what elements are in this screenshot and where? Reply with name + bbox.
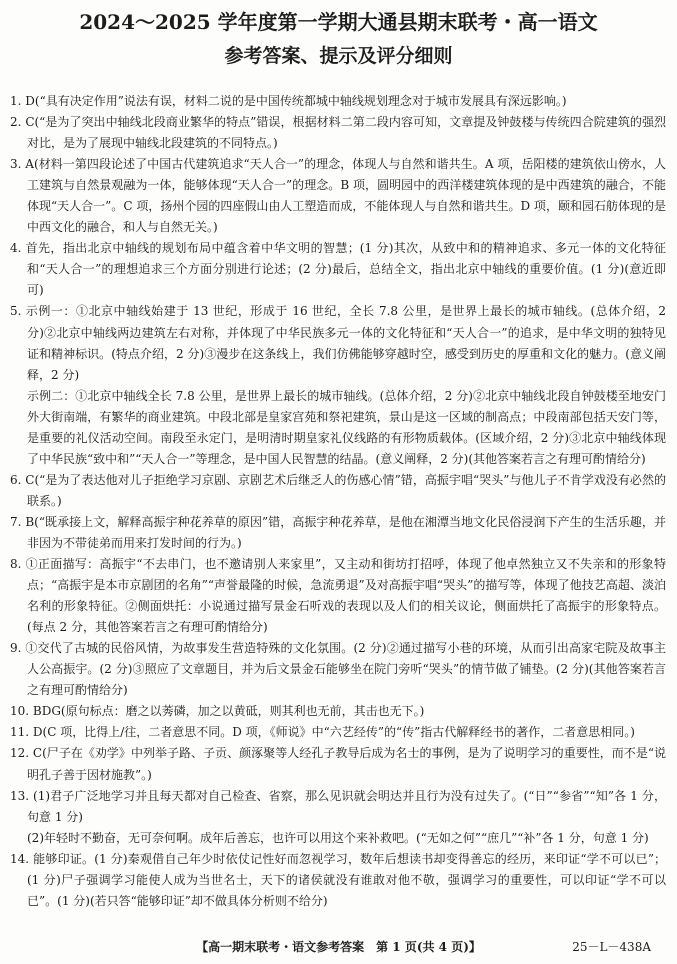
answer-item-12: 12. C(尸子在《劝学》中列举子路、子贡、颜涿聚等人经孔子教导后成为名士的事例，是为了说明学习的重要性，而不是“说明孔子善于因材施教”。): [10, 746, 666, 782]
answer-item-10: 10. BDG(原句标点：磨之以莠磷，加之以黄砥，则其利也无前，其击也无下。): [10, 704, 425, 719]
answer-item-13: 13. (1)君子广泛地学习并且每天都对自己检查、省察，那么见识就会明达并且行为没有过失了。(“日”“参省”“知”各 1 分，句意 1 分): [10, 788, 666, 824]
answer-item-11: 11. D(C 项，比得上/往，二者意思不同。D 项，《师说》中“六艺经传”的“传”指古代解释经书的著作，二者意思相同。): [10, 725, 635, 740]
answer-item-8: 8. ①正面描写：高振宇“不去串门，也不邀请别人来家里”，又主动和街坊打招呼，体现了他卓然独立又不失亲和的形象特点；“高振宇是本市京剧团的名角”“声誉最隆的时候，急流勇退”及对高振宇唱“哭头”的描写等，体现了他技艺高超、淡泊名利的形象特征。②侧面烘托：小说通过描写景金石听戏的表现以及人们的相关议论，侧面烘托了高振宇的形象特点。(每点 2 分，其他答案若言之有理可酌情给分): [10, 557, 666, 635]
answer-item-2: 2. C(“是为了突出中轴线北段商业繁华的特点”错误，根据材料二第二段内容可知，文章提及钟鼓楼与传统四合院建筑的强烈对比，是为了展现中轴线北段建筑的不同特点。): [10, 115, 666, 151]
document-subtitle: 参考答案、提示及评分细则: [224, 45, 453, 67]
footer-doc-code: 25－L－438A: [572, 940, 651, 954]
footer-page-info: 【高一期末联考・语文参考答案 第 1 页(共 4 页)】: [196, 940, 481, 954]
answer-item-9: 9. ①交代了古城的民俗风情，为故事发生营造特殊的文化氛围。(2 分)②通过描写小巷的环境，从而引出高家宅院及故事主人公高振宇。(2 分)③照应了文章题目，并为后文景金石能够坐在院门旁听“哭头”的情节做了铺垫。(2 分)(其他答案若言之有理可酌情给分): [10, 641, 666, 698]
answer-item-14: 14. 能够印证。(1 分)秦观借自己年少时依仗记性好而忽视学习，数年后想读书却变得善忘的经历，来印证“学不可以已”；(1 分)尸子强调学习能使人成为当世名士，天下的诸侯就没有谁敢对他不敬，强调学习的重要性，可以印证“学不可以已”。(1 分)(若只答“能够印证”却不做具体分析则不给分): [10, 851, 666, 908]
answer-list: [10, 91, 666, 912]
page-footer: [0, 938, 677, 958]
answer-item-13-part-2: (2)年轻时不勤奋，无可奈何啊。成年后善忘，也许可以用这个来补救吧。(“无如之何”“庶几”“补”各 1 分，句意 1 分): [27, 830, 649, 845]
answer-item-6: 6. C(“是为了表达他对儿子拒绝学习京剧、京剧艺术后继乏人的伤感心情”错，高振宇唱“哭头”与他儿子不肯学戏没有必然的联系。): [10, 472, 666, 508]
answer-item-3: 3. A(材料一第四段论述了中国古代建筑追求“天人合一”的理念，体现人与自然和谐共生。A 项，岳阳楼的建筑依山傍水，人工建筑与自然景观融为一体，能够体现“天人合一”的理念。B 项，圆明园中的西洋楼建筑体现的是中西建筑的融合，不能体现“天人合一”。C 项，扬州个园的四座假山由人工塑造而成，不能体现人与自然和谐共生。D 项，颐和园石舫体现的是中西文化的融合，和人与自然无关。): [10, 157, 666, 235]
answer-item-4: 4. 首先，指出北京中轴线的规划布局中蕴含着中华文明的智慧；(1 分)其次，从致中和的精神追求、多元一体的文化特征和“天人合一”的理想追求三个方面分别进行论述；(2 分)最后，总结全文，指出北京中轴线的重要价值。(1 分)(意近即可): [10, 241, 666, 298]
answer-item-5: 5. 示例一：①北京中轴线始建于 13 世纪，形成于 16 世纪，全长 7.8 公里，是世界上最长的城市轴线。(总体介绍，2 分)②北京中轴线两边建筑左右对称，并体现了中华民族多元一体的文化特征和“天人合一”的追求，是中华文明的独特见证和精神标识。(特点介绍，2 分)③漫步在这条线上，我们仿佛能够穿越时空，感受到历史的厚重和文化的魅力。(意义阐释，2 分): [10, 304, 666, 382]
answer-item-1: 1. D(“具有决定作用”说法有误，材料二说的是中国传统都城中轴线规划理念对于城市发展具有深远影响。): [10, 94, 567, 108]
answer-item-7: 7. B(“既承接上文，解释高振宇种花养草的原因”错，高振宇种花养草，是他在湘潭当地文化民俗浸润下产生的生活乐趣，并非因为不带徒弟而用来打发时间的行为。): [10, 514, 666, 550]
answer-item-5-example-2: 示例二：①北京中轴线全长 7.8 公里，是世界上最长的城市轴线。(总体介绍，2 分)②北京中轴线北段自钟鼓楼至地安门外大街南端，有繁华的商业建筑。中段北部是皇家宫苑和祭祀建筑，景山是这一区域的制高点；中段南部包括天安门等，是重要的礼仪活动空间。南段至永定门，是明清时期皇家礼仪线路的有形物质载体。(区域介绍，2 分)③北京中轴线体现了中华民族“致中和”“天人合一”等理念，是中国人民智慧的结晶。(意义阐释，2 分)(其他答案若言之有理可酌情给分): [27, 388, 666, 466]
document-title: 2024～2025 学年度第一学期大通县期末联考・高一语文: [79, 10, 598, 34]
